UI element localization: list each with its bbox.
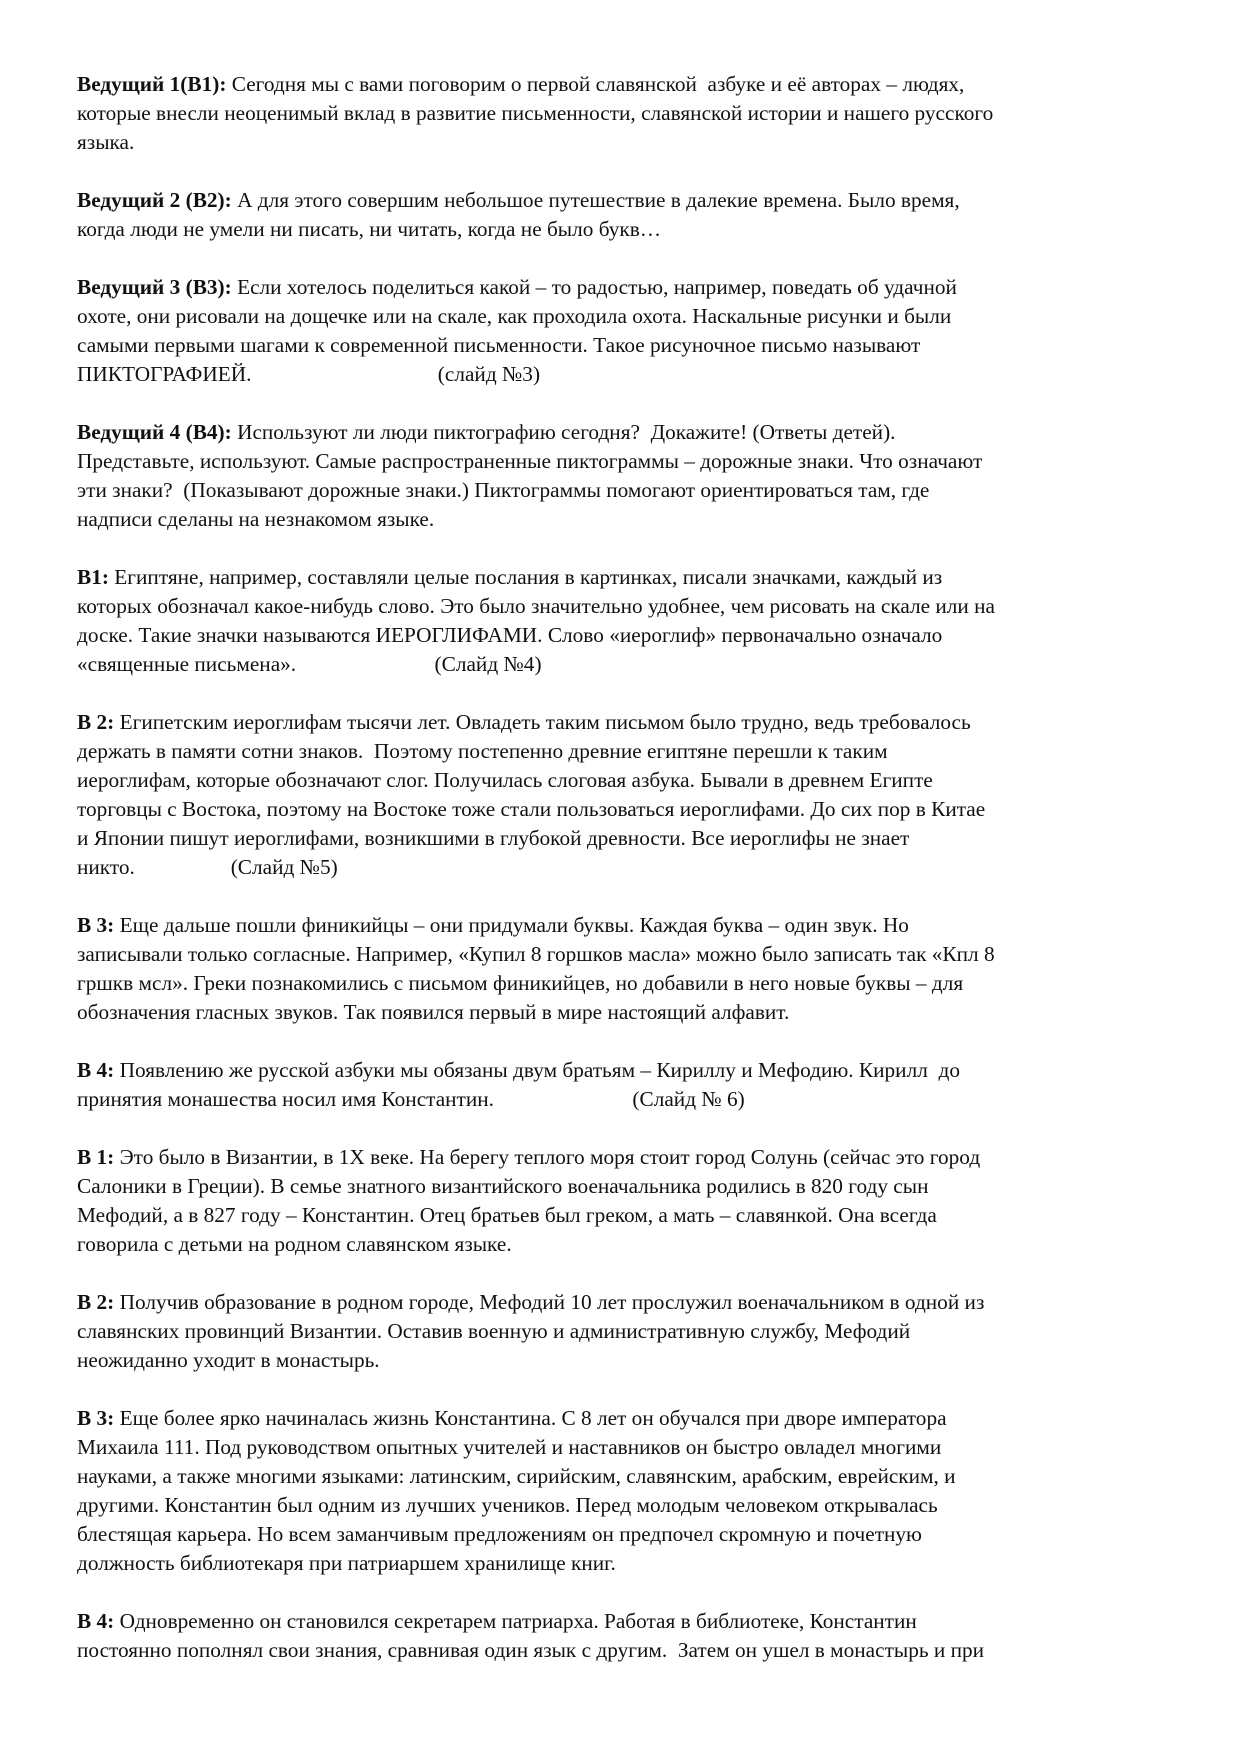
line: доске. Такие значки называются ИЕРОГЛИФАМИ. Слово «иероглиф» первоначально означало xyxy=(77,623,943,647)
speaker-label: Ведущий 1(В1): xyxy=(77,72,227,96)
paragraph-3 xyxy=(77,273,1177,389)
line: другими. Константин был одним из лучших учеников. Перед молодым человеком открывалась xyxy=(77,1493,938,1517)
speaker-label: В 4: xyxy=(77,1609,115,1633)
speaker-label: В 2: xyxy=(77,710,115,734)
line: торговцы с Востока, поэтому на Востоке тоже стали пользоваться иероглифами. До сих пор в Китае xyxy=(77,797,986,821)
line: принятия монашества носил имя Константин. (Слайд № 6) xyxy=(77,1087,745,1111)
line-text: Появлению же русской азбуки мы обязаны двум братьям – Кириллу и Мефодию. Кирилл до xyxy=(114,1058,960,1082)
line: обозначения гласных звуков. Так появился первый в мире настоящий алфавит. xyxy=(77,1000,790,1024)
line: Салоники в Греции). В семье знатного византийского военачальника родились в 820 году сын xyxy=(77,1174,929,1198)
line-text: Получив образование в родном городе, Мефодий 10 лет прослужил военачальником в одной из xyxy=(114,1290,985,1314)
line: Представьте, используют. Самые распространенные пиктограммы – дорожные знаки. Что означают xyxy=(77,449,983,473)
line: охоте, они рисовали на дощечке или на скале, как проходила охота. Наскальные рисунки и были xyxy=(77,304,952,328)
paragraph-1 xyxy=(77,70,1177,157)
line xyxy=(77,1143,1177,1172)
line xyxy=(77,708,1177,737)
speaker-label: В 2: xyxy=(77,1290,115,1314)
line: эти знаки? (Показывают дорожные знаки.) Пиктограммы помогают ориентироваться там, где xyxy=(77,478,930,502)
line: записывали только согласные. Например, «Купил 8 горшков масла» можно было записать так «Кпл 8 xyxy=(77,942,995,966)
paragraph-8 xyxy=(77,1056,1177,1114)
line-text: Используют ли люди пиктографию сегодня? Докажите! (Ответы детей). xyxy=(231,420,896,444)
line: постоянно пополнял свои знания, сравнивая один язык с другим. Затем он ушел в монастырь и при xyxy=(77,1638,985,1662)
line: которые внесли неоценимый вклад в развитие письменности, славянской истории и нашего русского xyxy=(77,101,994,125)
speaker-label: В 1: xyxy=(77,1145,115,1169)
line-text: Если хотелось поделиться какой – то радостью, например, поведать об удачной xyxy=(231,275,957,299)
line xyxy=(77,911,1177,940)
line: говорила с детьми на родном славянском языке. xyxy=(77,1232,512,1256)
line: науками, а также многими языками: латинским, сирийским, славянским, арабским, еврейским, и xyxy=(77,1464,956,1488)
line xyxy=(77,1288,1177,1317)
line: ПИКТОГРАФИЕЙ. (слайд №3) xyxy=(77,362,541,386)
speaker-label: В 3: xyxy=(77,1406,115,1430)
line-text: Сегодня мы с вами поговорим о первой славянской азбуке и её авторах – людях, xyxy=(226,72,965,96)
line-text: Еще более ярко начиналась жизнь Константина. С 8 лет он обучался при дворе императора xyxy=(114,1406,947,1430)
line-text: Египтяне, например, составляли целые послания в картинках, писали значками, каждый из xyxy=(108,565,943,589)
line-text: Египетским иероглифам тысячи лет. Овладеть таким письмом было трудно, ведь требовалось xyxy=(114,710,971,734)
line xyxy=(77,70,1177,99)
line xyxy=(77,563,1177,592)
speaker-label: Ведущий 2 (В2): xyxy=(77,188,232,212)
paragraph-5 xyxy=(77,563,1177,679)
line: Михаила 111. Под руководством опытных учителей и наставников он быстро овладел многими xyxy=(77,1435,942,1459)
line: языка. xyxy=(77,130,135,154)
line-text: Еще дальше пошли финикийцы – они придумали буквы. Каждая буква – один звук. Но xyxy=(114,913,909,937)
line xyxy=(77,1404,1177,1433)
speaker-label: В 4: xyxy=(77,1058,115,1082)
line: никто. (Слайд №5) xyxy=(77,855,338,879)
paragraph-4 xyxy=(77,418,1177,534)
line-text: Это было в Византии, в 1Х веке. На берегу теплого моря стоит город Солунь (сейчас это город xyxy=(114,1145,981,1169)
line xyxy=(77,1607,1177,1636)
speaker-label: Ведущий 3 (В3): xyxy=(77,275,232,299)
line: которых обозначал какое-нибудь слово. Это было значительно удобнее, чем рисовать на скале или на xyxy=(77,594,996,618)
paragraph-6 xyxy=(77,708,1177,882)
paragraph-7 xyxy=(77,911,1177,1027)
line: «священные письмена». (Слайд №4) xyxy=(77,652,542,676)
line xyxy=(77,273,1177,302)
line xyxy=(77,1056,1177,1085)
line: блестящая карьера. Но всем заманчивым предложениям он предпочел скромную и почетную xyxy=(77,1522,922,1546)
paragraph-10 xyxy=(77,1288,1177,1375)
line: самыми первыми шагами к современной письменности. Такое рисуночное письмо называют xyxy=(77,333,921,357)
line: когда люди не умели ни писать, ни читать, когда не было букв… xyxy=(77,217,662,241)
line: и Японии пишут иероглифами, возникшими в глубокой древности. Все иероглифы не знает xyxy=(77,826,910,850)
line-text: Одновременно он становился секретарем патриарха. Работая в библиотеке, Константин xyxy=(114,1609,917,1633)
line: должность библиотекаря при патриаршем хранилище книг. xyxy=(77,1551,616,1575)
line: славянских провинций Византии. Оставив военную и административную службу, Мефодий xyxy=(77,1319,911,1343)
line: держать в памяти сотни знаков. Поэтому постепенно древние египтяне перешли к таким xyxy=(77,739,888,763)
speaker-label: Ведущий 4 (В4): xyxy=(77,420,232,444)
paragraph-9 xyxy=(77,1143,1177,1259)
line: гршкв мсл». Греки познакомились с письмом финикийцев, но добавили в него новые буквы – для xyxy=(77,971,964,995)
line: Мефодий, а в 827 году – Константин. Отец братьев был греком, а мать – славянкой. Она всегда xyxy=(77,1203,937,1227)
paragraph-11 xyxy=(77,1404,1177,1578)
document-page xyxy=(77,70,1177,1665)
line xyxy=(77,186,1177,215)
line xyxy=(77,418,1177,447)
line: неожиданно уходит в монастырь. xyxy=(77,1348,380,1372)
line-text: А для этого совершим небольшое путешествие в далекие времена. Было время, xyxy=(231,188,960,212)
speaker-label: В 3: xyxy=(77,913,115,937)
speaker-label: В1: xyxy=(77,565,109,589)
line: иероглифам, которые обозначают слог. Получилась слоговая азбука. Бывали в древнем Египте xyxy=(77,768,933,792)
line: надписи сделаны на незнакомом языке. xyxy=(77,507,435,531)
paragraph-2 xyxy=(77,186,1177,244)
paragraph-12 xyxy=(77,1607,1177,1665)
